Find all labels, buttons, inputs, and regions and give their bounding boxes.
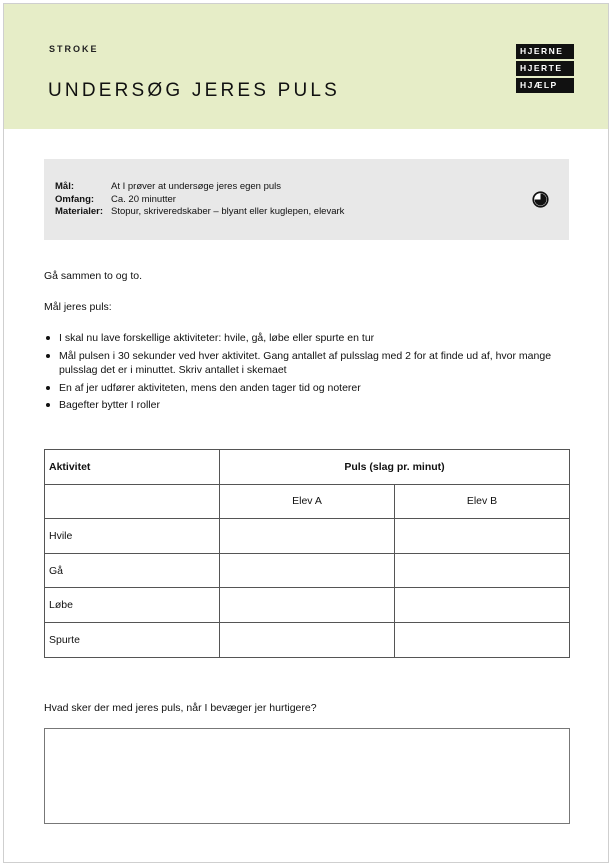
- list-item: Mål pulsen i 30 sekunder ved hver aktivitet. Gang antallet af pulsslag med 2 for at finde ud af, hvor mange pulsslag det er i minuttet. Skriv antallet i skemaet: [44, 349, 554, 378]
- header-elev-a: Elev A: [220, 484, 395, 519]
- header-banner: [4, 4, 608, 129]
- info-row-goal: [55, 181, 348, 194]
- answer-cell-a[interactable]: [220, 622, 395, 657]
- list-item: En af jer udfører aktiviteten, mens den anden tager tid og noterer: [44, 381, 554, 396]
- bullet-list: [44, 331, 554, 416]
- page-title: UNDERSØG JERES PULS: [48, 80, 341, 101]
- header-pulse: Puls (slag pr. minut): [220, 450, 570, 485]
- info-box: [44, 159, 569, 240]
- activity-label: Hvile: [45, 519, 220, 554]
- table-subheader-row: [45, 484, 570, 519]
- logo-line-1: HJERNE: [516, 44, 574, 59]
- info-value: Ca. 20 minutter: [111, 193, 176, 205]
- header-elev-b: Elev B: [395, 484, 570, 519]
- kicker-label: STROKE: [49, 44, 99, 54]
- activity-label: Spurte: [45, 622, 220, 657]
- activity-label: Løbe: [45, 588, 220, 623]
- table-row: [45, 588, 570, 623]
- answer-cell-b[interactable]: [395, 588, 570, 623]
- answer-cell-a[interactable]: [220, 553, 395, 588]
- activity-label: Gå: [45, 553, 220, 588]
- info-row-scope: [55, 194, 348, 207]
- answer-cell-b[interactable]: [395, 553, 570, 588]
- table-row: [45, 553, 570, 588]
- pulse-table: [44, 449, 570, 658]
- logo: [516, 44, 574, 95]
- info-value: Stopur, skriveredskaber – blyant eller kuglepen, elevark: [111, 206, 345, 217]
- intro-text: Gå sammen to og to.: [44, 270, 143, 282]
- answer-box[interactable]: [44, 728, 570, 824]
- answer-cell-a[interactable]: [220, 519, 395, 554]
- info-label: Materialer:: [55, 206, 104, 217]
- info-row-materials: [55, 206, 348, 219]
- list-item: I skal nu lave forskellige aktiviteter: hvile, gå, løbe eller spurte en tur: [44, 331, 554, 346]
- question-text: Hvad sker der med jeres puls, når I bevæger jer hurtigere?: [44, 702, 317, 714]
- instruction-text: Mål jeres puls:: [44, 301, 112, 313]
- answer-cell-a[interactable]: [220, 588, 395, 623]
- header-activity: Aktivitet: [45, 450, 220, 485]
- info-table: [55, 181, 348, 219]
- answer-cell-b[interactable]: [395, 519, 570, 554]
- info-label: Omfang:: [55, 193, 95, 205]
- info-label: Mål:: [55, 181, 74, 192]
- table-header-row: [45, 450, 570, 485]
- list-item: Bagefter bytter I roller: [44, 398, 554, 413]
- table-row: [45, 519, 570, 554]
- logo-line-3: HJÆLP: [516, 78, 574, 93]
- info-value: At I prøver at undersøge jeres egen puls: [111, 181, 282, 192]
- clock-icon: [532, 191, 549, 208]
- table-row: [45, 622, 570, 657]
- table-cell-empty: [45, 484, 220, 519]
- logo-line-2: HJERTE: [516, 61, 574, 76]
- answer-cell-b[interactable]: [395, 622, 570, 657]
